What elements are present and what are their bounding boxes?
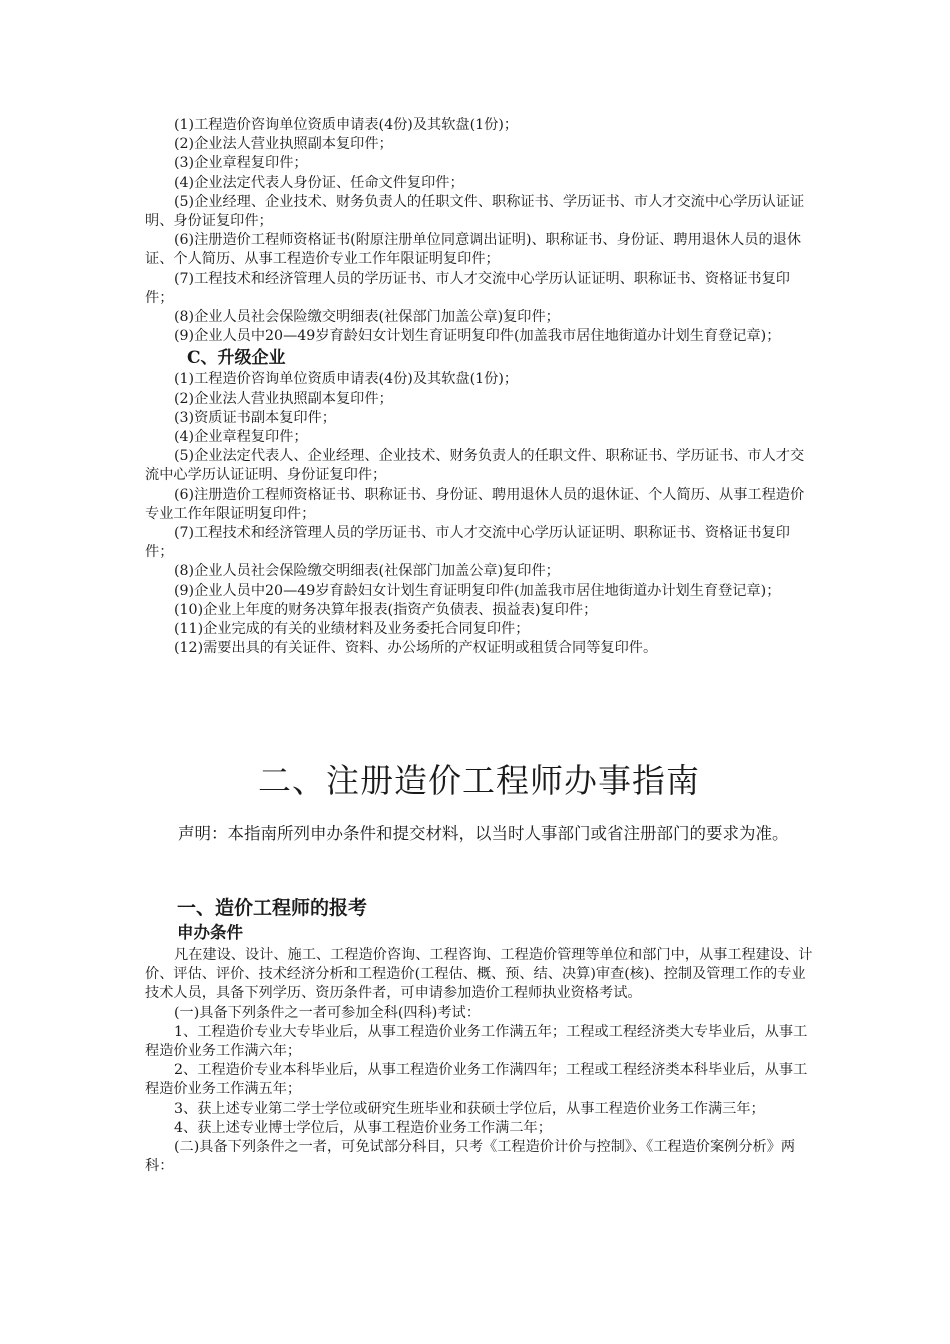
conditions-heading: 申办条件 [177, 923, 243, 942]
paragraph: 1、工程造价专业大专毕业后，从事工程造价业务工作满五年；工程或工程经济类大专毕业后，从事工程造价业务工作满六年； [145, 1023, 808, 1060]
paragraph: (二)具备下列条件之一者，可免试部分科目，只考《工程造价计价与控制》、《工程造价案例分析》两科： [145, 1139, 796, 1175]
list-item: (6)注册造价工程师资格证书、职称证书、身份证、聘用退休人员的退休证、个人简历、从事工程造价专业工作年限证明复印件； [145, 486, 805, 522]
list-item: (7)工程技术和经济管理人员的学历证书、市人才交流中心学历认证证明、职称证书、资格证书复印件； [145, 525, 790, 561]
paragraph: 2、工程造价专业本科毕业后，从事工程造价业务工作满四年；工程或工程经济类本科毕业后，从事工程造价业务工作满五年； [145, 1062, 808, 1098]
list-item: (10)企业上年度的财务决算年报表(指资产负债表、损益表)复印件； [174, 601, 598, 618]
list-item: (3)企业章程复印件； [174, 155, 308, 172]
paragraph: (一)具备下列条件之一者可参加全科(四科)考试： [174, 1004, 480, 1021]
conditions-body [145, 946, 813, 1176]
list-item: (1)工程造价咨询单位资质申请表(4份)及其软盘(1份)； [174, 371, 519, 388]
list-item: (7)工程技术和经济管理人员的学历证书、市人才交流中心学历认证证明、职称证书、资格证书复印件； [145, 270, 790, 306]
list-item: (11)企业完成的有关的业绩材料及业务委托合同复印件； [174, 621, 530, 638]
list-item: (9)企业人员中20—49岁育龄妇女计划生育证明复印件(加盖我市居住地街道办计划生育登记章)； [174, 328, 781, 345]
list-item: (3)资质证书副本复印件； [174, 409, 336, 426]
list-item: (4)企业章程复印件； [174, 429, 308, 446]
list-item: (8)企业人员社会保险缴交明细表(社保部门加盖公章)复印件； [174, 563, 560, 580]
paragraph: 4、获上述专业博士学位后，从事工程造价业务工作满二年； [174, 1119, 552, 1136]
list-item: (2)企业法人营业执照副本复印件； [174, 390, 393, 407]
list-item: (4)企业法定代表人身份证、任命文件复印件； [174, 174, 464, 191]
part-b-list [145, 116, 813, 658]
list-item: (2)企业法人营业执照副本复印件； [174, 136, 393, 153]
list-item: (5)企业经理、企业技术、财务负责人的任职文件、职称证书、学历证书、市人才交流中心学历认证证明、身份证复印件； [145, 193, 805, 230]
section-heading: 一、造价工程师的报考 [177, 897, 368, 919]
paragraph: 凡在建设、设计、施工、工程造价咨询、工程咨询、工程造价管理等单位和部门中，从事工程建设、计价、评估、评价、技术经济分析和工程造价(工程估、概、预、结、决算)审查(核)、控制及管理工作的专业技术人员，具备下列学历、资历条件者，可申请参加造价工程师执业资格考试。 [145, 947, 813, 1002]
statement: 声明：本指南所列申办条件和提交材料，以当时人事部门或省注册部门的要求为准。 [178, 824, 789, 843]
section-c-heading: C、升级企业 [187, 348, 286, 369]
list-item: (5)企业法定代表人、企业经理、企业技术、财务负责人的任职文件、职称证书、学历证书、市人才交流中心学历认证证明、身份证复印件； [145, 448, 805, 484]
list-item: (8)企业人员社会保险缴交明细表(社保部门加盖公章)复印件； [174, 309, 560, 326]
list-item: (9)企业人员中20—49岁育龄妇女计划生育证明复印件(加盖我市居住地街道办计划生育登记章)； [174, 582, 781, 599]
list-item: (12)需要出具的有关证件、资料、办公场所的产权证明或租赁合同等复印件。 [174, 640, 658, 657]
paragraph: 3、获上述专业第二学士学位或研究生班毕业和获硕士学位后，从事工程造价业务工作满三年； [174, 1100, 765, 1117]
chapter-title: 二、注册造价工程师办事指南 [258, 761, 700, 800]
list-item: (6)注册造价工程师资格证书(附原注册单位同意调出证明)、职称证书、身份证、聘用退休人员的退休证、个人简历、从事工程造价专业工作年限证明复印件； [145, 232, 802, 268]
list-item: (1)工程造价咨询单位资质申请表(4份)及其软盘(1份)； [174, 117, 519, 133]
